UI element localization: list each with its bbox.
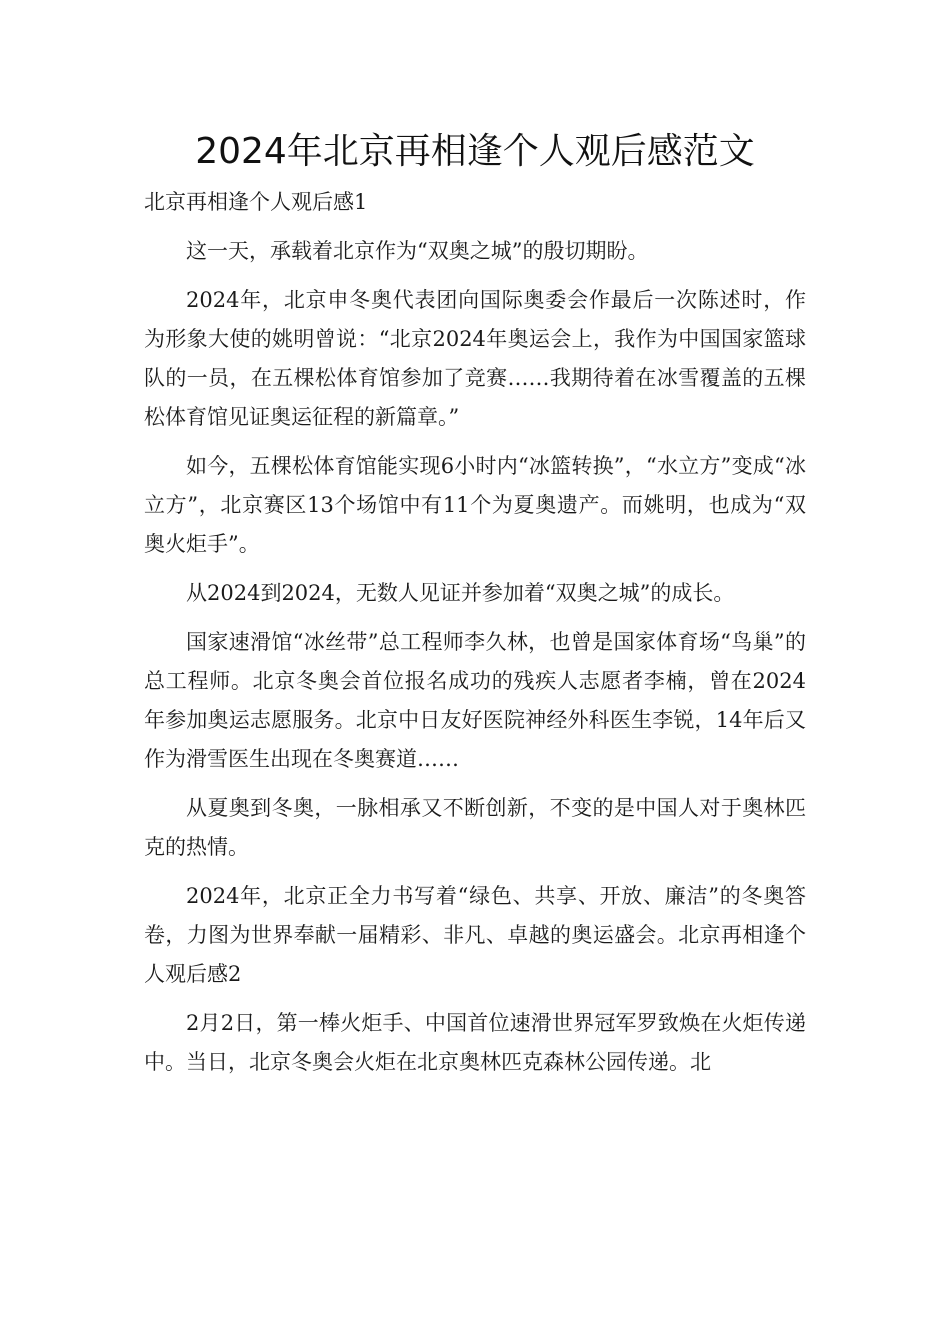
document-body — [144, 183, 806, 1092]
paragraph: 2月2日，第一棒火炬手、中国首位速滑世界冠军罗致焕在火炬传递中。当日，北京冬奥会火炬在北京奥林匹克森林公园传递。北 — [144, 1011, 806, 1074]
paragraph: 国家速滑馆“冰丝带”总工程师李久林，也曾是国家体育场“鸟巢”的总工程师。北京冬奥会首位报名成功的残疾人志愿者李楠，曾在2024年参加奥运志愿服务。北京中日友好医院神经外科医生李锐，14年后又作为滑雪医生出现在冬奥赛道…… — [144, 630, 806, 771]
paragraph: 如今，五棵松体育馆能实现6小时内“冰篮转换”，“水立方”变成“冰立方”，北京赛区13个场馆中有11个为夏奥遗产。而姚明，也成为“双奥火炬手”。 — [144, 454, 806, 556]
document-title: 2024年北京再相逢个人观后感范文 — [195, 131, 755, 172]
paragraph: 这一天，承载着北京作为“双奥之城”的殷切期盼。 — [186, 239, 649, 263]
paragraph: 从夏奥到冬奥，一脉相承又不断创新，不变的是中国人对于奥林匹克的热情。 — [144, 796, 806, 859]
paragraph: 从2024到2024，无数人见证并参加着“双奥之城”的成长。 — [186, 581, 735, 605]
section-heading: 北京再相逢个人观后感1 — [144, 190, 368, 214]
paragraph: 2024年，北京申冬奥代表团向国际奥委会作最后一次陈述时，作为形象大使的姚明曾说：“北京2024年奥运会上，我作为中国国家篮球队的一员，在五棵松体育馆参加了竞赛……我期待着在冰雪覆盖的五棵松体育馆见证奥运征程的新篇章。” — [144, 288, 806, 429]
paragraph: 2024年，北京正全力书写着“绿色、共享、开放、廉洁”的冬奥答卷，力图为世界奉献一届精彩、非凡、卓越的奥运盛会。北京再相逢个人观后感2 — [144, 884, 806, 986]
